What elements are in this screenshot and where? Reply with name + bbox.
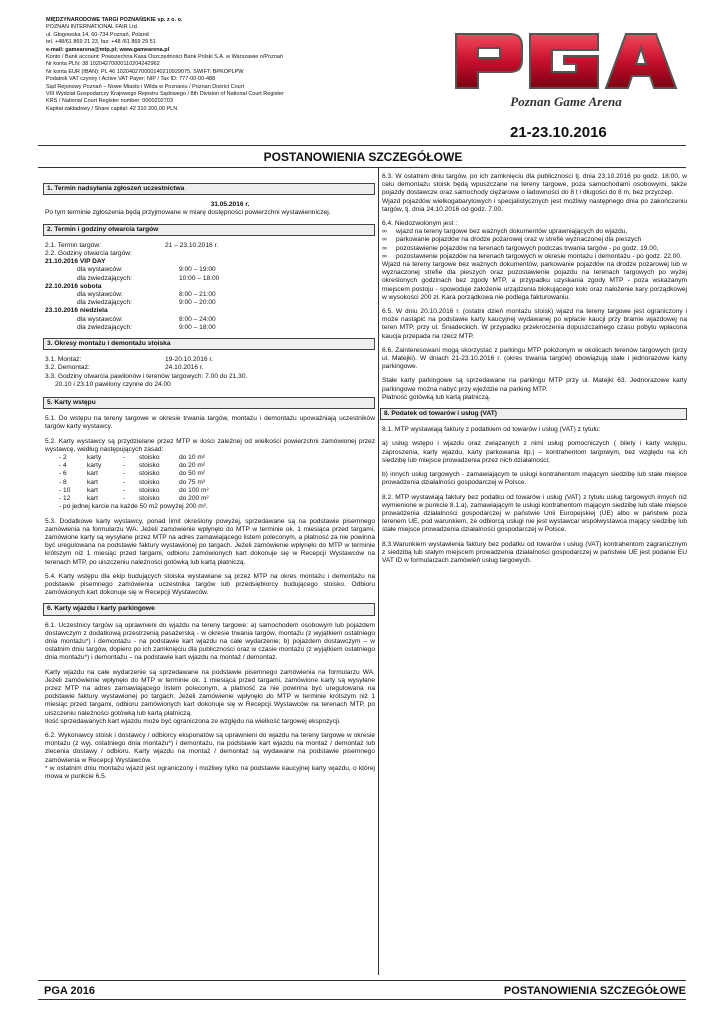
ticket-table xyxy=(45,454,375,503)
info-row xyxy=(45,242,375,250)
list-item xyxy=(382,236,687,244)
paragraph: 6.1. Uczestnicy targów są uprawnieni do wjazdu na tereny targowe: a) samochodem osobowym lub pojazdem dostawczym z dodatkową przestrzenią pasażerską - w okresie trwania targów, montażu (z wyjątkiem ostatniego dnia montażu*) i demontażu - na podstawie kart wjazdu na całe wydarzenie; b) pojazdem dostawczym – w ostatnim dniu targów, dopiero po ich zamknięciu dla publiczności oraz w czasie montażu (z wyjątkiem ostatniego dnia montażu*) i demontażu – na podstawie kart wjazdu na montaż / demontaż. xyxy=(45,621,375,662)
paragraph: Wjazd na tereny targowe bez ważnych dokumentów, parkowanie pojazdów na drodze pożarowej lub w wyznaczonej strefie dla pieszych oraz pozostawienie pojazdu na terenach targowych po wyżej określonych godzinach bez zgody MTP, a przypadku uzyskania zgody MTP - poza wskazanym miejscem postoju - spowoduje założenie urządzenia blokującego koło oraz nałożenie kary porządkowej w wysokości 200 zł. Kara porządkowa nie podlega fakturowaniu. xyxy=(382,261,687,301)
header-line: tel. +48/61 869 21 23, fax: +48 /61 869 29 51 xyxy=(46,39,156,46)
header-line: e-mail: gamearena@mtp.pl; www.gamearena.pl xyxy=(46,46,170,53)
deadline-date: 31.05.2016 r. xyxy=(210,201,250,209)
value: 9:00 – 19:00 xyxy=(179,266,216,274)
right-column xyxy=(382,173,687,571)
list-item xyxy=(382,245,687,253)
ticket-cell: - 4 xyxy=(59,462,67,470)
ticket-row xyxy=(45,487,375,495)
divider xyxy=(38,999,686,1000)
value: 9:00 – 20:00 xyxy=(179,299,216,307)
label: dla wystawców: xyxy=(77,266,123,274)
value: 8:00 – 24:00 xyxy=(179,315,216,323)
divider xyxy=(38,167,686,168)
paragraph: 8.2. MTP wystawiają faktury bez podatku od towarów i usług (VAT) z tytułu usług targowych innych niż wymienione w punkcie 8.1.a), zamawiającym te usługi kontrahentom mającym siedzibę lub stałe miejsce prowadzenia działalności gospodarczej w państwie Unii Europejskiej (UE) albo w państwie poza terenem UE, pod warunkiem, że odbiorcą usługi nie jest wystawca/ współwystawca mający siedzibę lub stałe miejsce prowadzenia działalności gospodarczej w Polsce. xyxy=(382,493,687,534)
ticket-cell: - xyxy=(123,495,126,503)
hours-row xyxy=(45,316,375,324)
header-line: ul. Głogowska 14, 60-734 Poznań, Poland xyxy=(46,31,149,38)
section-heading: 6. Karty wjazdu i karty parkingowe xyxy=(43,603,375,615)
divider xyxy=(38,145,686,146)
ticket-cell: do 200 m² xyxy=(179,495,209,503)
column-divider xyxy=(378,167,379,975)
paragraph: Karty wjazdu na całe wydarzenie są sprzedawane na podstawie pisemnego zamówienia na formularzu WA. Jeżeli zamówienie wpłynęło do MTP w terminie ok. 1 miesiąca przed targami, zamówione karty są wysyłane przez MTP na adres zamawiającego listem poleconym, a płatność za nie powinna być uregulowana na podstawie faktury wystawionej po targach. Jeżeli zamówienie wpłynęło do MTP w terminie krótszym niż 1 miesiąc przed targami, odbioru zamówionych kart dokonuje się w Recepcji Wystawców na terenach MTP, po uiszczeniu należności gotówką lub kartą płatniczą. xyxy=(45,668,375,717)
paragraph: 5.2. Karty wystawcy są przydzielane przez MTP w ilości zależnej od wielkości powierzchni zamówionej przez wystawcę, według następujących zasad: xyxy=(45,437,375,453)
ticket-cell: - xyxy=(123,462,126,470)
ticket-cell: kart xyxy=(87,495,98,503)
value: 19-20.10.2016 r. xyxy=(165,356,214,364)
ticket-cell: kart xyxy=(87,470,98,478)
ticket-row xyxy=(45,479,375,487)
ticket-cell: - xyxy=(123,478,126,486)
ticket-cell: stoisko xyxy=(139,486,160,494)
ticket-cell: - 12 xyxy=(59,495,71,503)
value: 24.10.2016 r. xyxy=(165,364,204,372)
label: 2.1. Termin targów: xyxy=(45,241,101,249)
paragraph: 6.3. W ostatnim dniu targów, po ich zamknięciu dla publiczności tj. dnia 23.10.2016 po godz. 18:00, w celu demontażu stoisk będą wpuszczane na tereny targowe, poza samochodami osobowymi, także pojazdy dostawcze oraz samochody ciężarowe o ładowności do 8 t i długości do 8 m, bez przyczep. xyxy=(382,173,687,197)
logo-p xyxy=(456,34,676,88)
info-row xyxy=(45,364,375,372)
value: 21 – 23.10.2016 r. xyxy=(165,241,219,249)
ticket-cell: do 50 m² xyxy=(179,470,206,478)
ticket-cell: - 2 xyxy=(59,454,67,462)
info-row xyxy=(45,356,375,364)
value: 8:00 – 21:00 xyxy=(179,291,216,299)
day-heading: 22.10.2016 sobota xyxy=(45,282,102,290)
paragraph: 8.3.Warunkiem wystawienia faktury bez podatku od towarów i usług (VAT) kontrahentom zagranicznym z siedzibą lub stałym miejscem prowadzenia działalności gospodarczej w państwie UE jest podanie EU VAT ID w formularzach zamówień usług targowych. xyxy=(382,540,687,564)
section-heading: 5. Karty wstępu xyxy=(43,397,375,409)
label: dla wystawców: xyxy=(77,315,123,323)
paragraph: Ilość sprzedawanych kart wjazdu może być ograniczona ze względu na wielkość targowej ekspozycji. xyxy=(45,717,341,725)
paragraph: Płatność gotówką lub kartą płatniczą. xyxy=(382,393,491,401)
ticket-row xyxy=(45,470,375,478)
section-heading: 1. Termin nadsyłania zgłoszeń uczestnictwa xyxy=(43,183,375,195)
header-line: VIII Wydział Gospodarczy Krajowego Rejestru Sądowego / 8th Division of National Court Register xyxy=(46,91,284,98)
list-text: pozostawienie pojazdów na terenach targowych podczas trwania targów - po godz. 19.00, xyxy=(396,244,659,252)
ticket-cell: kart xyxy=(87,478,98,486)
info-row: 3.3. Godziny otwarcia pawilonów i terenów targowych: 7.00 do 21.30. xyxy=(45,372,248,380)
logo-subtitle: Poznan Game Arena xyxy=(510,94,622,109)
header-line: Podatnik VAT czynny / Active VAT Payer; NIP / Tax ID: 777-00-00-488 xyxy=(46,76,216,83)
bullet-icon: ∞ xyxy=(382,236,387,244)
page-title: POSTANOWIENIA SZCZEGÓŁOWE xyxy=(263,150,463,164)
bullet-icon: ∞ xyxy=(382,252,387,260)
value: 9:00 – 18:00 xyxy=(179,323,216,331)
ticket-cell: - 6 xyxy=(59,470,67,478)
ticket-cell: do 75 m² xyxy=(179,478,206,486)
bullet-icon: ∞ xyxy=(382,244,387,252)
header-line: Kapitał zakładowy / Share capital: 42 310 200,00 PLN xyxy=(46,105,178,112)
footer-left: PGA 2016 xyxy=(44,985,95,997)
ticket-cell: karty xyxy=(87,454,102,462)
ticket-cell: stoisko xyxy=(139,462,160,470)
header-line: Konto / Bank account: Powszechna Kasa Oszczędności Bank Polski S.A. w Warszawie o/Poznań xyxy=(46,54,284,61)
ticket-cell: stoisko xyxy=(139,478,160,486)
list-item xyxy=(382,253,687,261)
ticket-cell: do 20 m² xyxy=(179,462,206,470)
paragraph: b) innych usług targowych - zamawiającym te usługi kontrahentom mającym siedzibę lub stałe miejsce prowadzenia działalności gospodarczej w Polsce. xyxy=(382,471,687,487)
paragraph: * w ostatnim dniu montażu wjazd jest ograniczony i możliwy tylko na podstawie kaucyjnej karty wjazdu, o której mowa w punkcie 6.5. xyxy=(45,764,375,780)
hours-row xyxy=(45,324,375,332)
paragraph: - po jednej karcie na każde 50 m2 powyżej 200 m². xyxy=(59,503,208,511)
divider xyxy=(38,980,686,981)
ticket-cell: do 10 m² xyxy=(179,454,206,462)
paragraph: 5.4. Karty wstępu dla ekip budujących stoiska wystawiane są przez MTP na okres montażu i demontażu na podstawie pisemnego zamówienia uczestnika targów lub przedsiębiorcy budującego stoisko. Odbioru zamówionych kart dokonuje się w Recepcji Wystawców. xyxy=(45,572,375,597)
ticket-cell: stoisko xyxy=(139,454,160,462)
ticket-cell: kart xyxy=(87,486,98,494)
section-heading: 3. Okresy montażu i demontażu stoiska xyxy=(43,338,375,350)
ticket-cell: stoisko xyxy=(139,470,160,478)
paragraph: Wjazd pojazdów wielkogabarytowych i specjalistycznych jest możliwy następnego dnia po zakończeniu targów, tj. dnia 24.10.2016 od godz. 7.00. xyxy=(382,197,687,213)
paragraph: 5.3. Dodatkowe karty wystawcy, ponad limit określony powyżej, sprzedawane są na podstawie pisemnego zamówienia na formularzu WA. Jeżeli zamówienie wpłynęło do MTP w terminie ok. 1 miesiąca przed targami, zamówione karty są wysyłane przez MTP na adres zamawiającego listem poleconym, a płatność za nie powinna być uregulowana na podstawie faktury wystawionej po targach. Jeżeli zamówienie wpłynęło do MTP w terminie krótszym niż 1 miesiąc przed targami, odbioru zamówionych kart dokonuje się w Recepcji Wystawców na terenach MTP, po uiszczeniu należności gotówką lub kartą płatniczą. xyxy=(45,517,375,566)
section-heading: 8. Podatek od towarów i usług (VAT) xyxy=(380,408,687,420)
ticket-cell: stoisko xyxy=(139,495,160,503)
header-line: Nr konta PLN: 38 1020427000011020424296​2 xyxy=(46,61,160,68)
ticket-cell: - xyxy=(123,454,126,462)
label: dla zwiedzających: xyxy=(77,323,132,331)
hours-row xyxy=(45,266,375,274)
ticket-row xyxy=(45,495,375,503)
label: dla zwiedzających: xyxy=(77,274,132,282)
ticket-cell: - 10 xyxy=(59,486,71,494)
paragraph: 6.2. Wykonawcy stoisk i dostawcy / odbiorcy eksponatów są uprawnieni do wjazdu na tereny targowe w okresie montażu (z wyj. ostatniego dnia montażu*) i demontażu, na podstawie kart wjazdu na montaż / demontaż lub zlecenia dostawy / odbioru. Karty wjazdu na montaż / demontaż są wydawane na podstawie pisemnego zamówienia w Recepcji Wystawców. xyxy=(45,731,375,764)
ticket-cell: karty xyxy=(87,462,102,470)
section-heading: 2. Termin i godziny otwarcia targów xyxy=(43,224,375,236)
list-text: wjazd na tereny targowe bez ważnych dokumentów uprawniających do wjazdu, xyxy=(396,228,628,236)
header-line: MIĘDZYNARODOWE TARGI POZNAŃSKIE sp. z o. o. xyxy=(46,17,183,23)
pga-logo xyxy=(448,26,683,114)
company-header xyxy=(46,17,376,113)
label: 3.2. Demontaż: xyxy=(45,364,90,372)
hours-row xyxy=(45,299,375,307)
header-line: Nr konta EUR (IBAN): PL 46 102040270000140210929075, SWIFT: BPKOPLPW xyxy=(46,68,244,75)
ticket-row xyxy=(45,454,375,462)
left-column xyxy=(45,183,375,787)
list-text: pozostawienie pojazdów na terenach targowych w okresie montażu i demontażu - po godz. 22.00. xyxy=(396,252,682,260)
header-line: POZNAN INTERNATIONAL FAIR Ltd. xyxy=(46,24,139,31)
paragraph: Po tym terminie zgłoszenia będą przyjmowane w miarę dostępności powierzchni wystawienniczej. xyxy=(45,209,331,217)
label: dla zwiedzających: xyxy=(77,299,132,307)
label: 3.1. Montaż: xyxy=(45,356,82,364)
info-row: 20.10 i 23.10 pawilony czynne do 24.00 xyxy=(55,380,171,388)
label: dla wystawców: xyxy=(77,291,123,299)
list-item xyxy=(382,228,687,236)
paragraph: Stałe karty parkingowe są sprzedawane na parkingu MTP przy ul. Matejki 63. Jednorazowe karty parkingowe można nabyć przy wjeździe na parking MTP. xyxy=(382,377,687,393)
list-text: parkowanie pojazdów na drodze pożarowej oraz w strefie wyznaczonej dla pieszych xyxy=(396,236,642,244)
paragraph: 6.5. W dniu 20.10.2016 r. (ostatni dzień montażu stoisk) wjazd na tereny targowe jest ograniczony i może nastąpić na podstawie karty kaucyjnej wydawanej po wpłacie kaucji przy bramie wjazdowej na teren MTP, przy ul. Śniadeckich. W przypadku przekroczenia dopuszczalnego czasu pobytu wpłacona kaucja przepada na rzecz MTP. xyxy=(382,308,687,340)
paragraph: 5.1. Do wstępu na tereny targowe w okresie trwania targów, montażu i demontażu upoważniają uczestników targów karty wystawcy. xyxy=(45,415,375,431)
event-date: 21-23.10.2016 xyxy=(510,124,607,141)
ticket-row xyxy=(45,462,375,470)
ticket-cell: do 100 m² xyxy=(179,486,209,494)
footer-right: POSTANOWIENIA SZCZEGÓŁOWE xyxy=(503,985,686,997)
paragraph: 6.4. Niedozwolonym jest : xyxy=(382,220,458,228)
info-row: 2.2. Godziny otwarcia targów: xyxy=(45,250,132,258)
hours-row xyxy=(45,275,375,283)
ticket-cell: - 8 xyxy=(59,478,67,486)
day-heading: 23.10.2016 niedziela xyxy=(45,307,108,315)
ticket-cell: - xyxy=(123,470,126,478)
hours-row xyxy=(45,291,375,299)
value: 10:00 – 18:00 xyxy=(179,274,220,282)
ticket-cell: - xyxy=(123,486,126,494)
bullet-icon: ∞ xyxy=(382,228,387,236)
day-heading: 21.10.2016 VIP DAY xyxy=(45,258,106,266)
header-line: KRS / National Court Register number: 0000202703 xyxy=(46,98,173,105)
paragraph: 6.6. Zainteresowani mogą skorzystać z parkingu MTP położonym w okolicach terenów targowych (przy ul. Matejki). W dniach 21-23.10.2016 r. (okres trwania targów) obowiązują stałe i jednorazowe karty parkingowe. xyxy=(382,346,687,371)
paragraph: a) usług wstępu i wjazdu oraz związanych z nimi usług pomocniczych ( bilety i karty wstępu, zaproszenia, karty wjazdu, karty parkowania itp.) – kontrahentom targowym, bez względu na ich siedzibę lub miejsce prowadzenia przez nich działalności; xyxy=(382,440,687,464)
paragraph: 8.1. MTP wystawiają faktury z podatkiem od towarów i usług (VAT) z tytułu: xyxy=(382,426,601,434)
header-line: Sąd Rejonowy Poznań – Nowe Miasto i Wilda w Poznaniu / Poznan District Court xyxy=(46,83,245,90)
